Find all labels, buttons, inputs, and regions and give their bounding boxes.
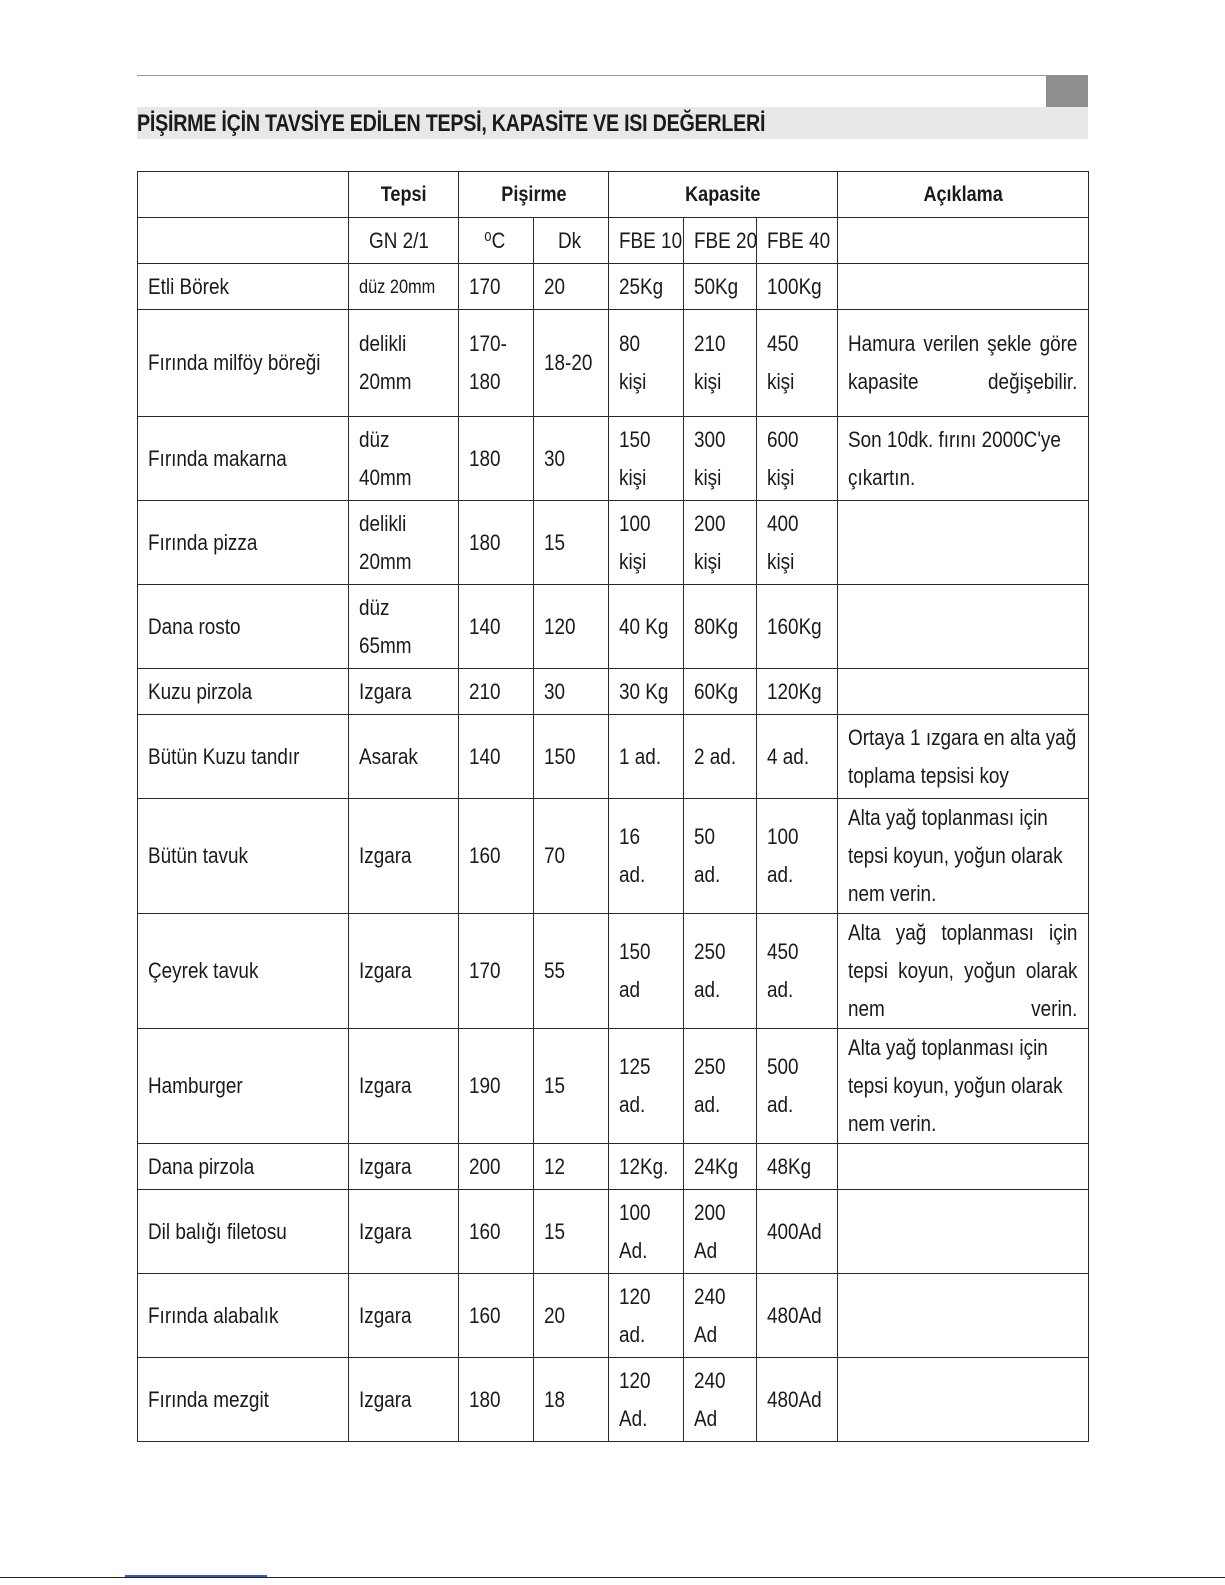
cell-capacity-fbe10: 100 Ad. bbox=[609, 1190, 684, 1274]
cell-temperature: 140 bbox=[459, 585, 534, 669]
cell-capacity-fbe10: 125 ad. bbox=[609, 1029, 684, 1144]
cell-duration: 12 bbox=[534, 1144, 609, 1190]
cell-capacity-fbe10: 16 ad. bbox=[609, 799, 684, 914]
cell-duration: 15 bbox=[534, 1029, 609, 1144]
cell-capacity-fbe10: 80 kişi bbox=[609, 310, 684, 417]
cell-temperature: 160 bbox=[459, 799, 534, 914]
cell-note bbox=[838, 1190, 1089, 1274]
cell-capacity-fbe40: 120Kg bbox=[757, 669, 838, 715]
cell-temperature: 210 bbox=[459, 669, 534, 715]
cell-temperature: 180 bbox=[459, 1358, 534, 1442]
cell-capacity-fbe20: 250 ad. bbox=[684, 1029, 757, 1144]
cell-capacity-fbe20: 300 kişi bbox=[684, 417, 757, 501]
cell-capacity-fbe10: 120 Ad. bbox=[609, 1358, 684, 1442]
cell-tray: düz 40mm bbox=[349, 417, 459, 501]
cell-tray: Izgara bbox=[349, 1358, 459, 1442]
top-rule bbox=[137, 75, 1088, 76]
cell-capacity-fbe20: 60Kg bbox=[684, 669, 757, 715]
cell-temperature: 190 bbox=[459, 1029, 534, 1144]
table-row bbox=[138, 501, 1089, 585]
cell-duration: 30 bbox=[534, 669, 609, 715]
cell-temperature: 180 bbox=[459, 501, 534, 585]
cell-capacity-fbe10: 120 ad. bbox=[609, 1274, 684, 1358]
cell-capacity-fbe40: 480Ad bbox=[757, 1274, 838, 1358]
cell-tray: delikli 20mm bbox=[349, 310, 459, 417]
cell-duration: 120 bbox=[534, 585, 609, 669]
cell-item-name: Çeyrek tavuk bbox=[138, 914, 349, 1029]
header-row-2 bbox=[138, 218, 1089, 264]
cell-duration: 55 bbox=[534, 914, 609, 1029]
cell-duration: 150 bbox=[534, 715, 609, 799]
page-title: PİŞİRME İÇİN TAVSİYE EDİLEN TEPSİ, KAPASİTE VE ISI DEĞERLERİ bbox=[137, 110, 766, 137]
cell-temperature: 170-180 bbox=[459, 310, 534, 417]
bottom-rule bbox=[0, 1577, 1225, 1578]
cell-note: Son 10dk. fırını 2000C'ye çıkartın. bbox=[838, 417, 1089, 501]
cell-capacity-fbe20: 250 ad. bbox=[684, 914, 757, 1029]
cell-duration: 20 bbox=[534, 264, 609, 310]
cell-capacity-fbe40: 500 ad. bbox=[757, 1029, 838, 1144]
cell-note bbox=[838, 1358, 1089, 1442]
cell-duration: 15 bbox=[534, 1190, 609, 1274]
cell-item-name: Fırında mezgit bbox=[138, 1358, 349, 1442]
cell-note bbox=[838, 585, 1089, 669]
cell-tray: Izgara bbox=[349, 914, 459, 1029]
table-row bbox=[138, 715, 1089, 799]
cell-capacity-fbe20: 2 ad. bbox=[684, 715, 757, 799]
cell-tray: Asarak bbox=[349, 715, 459, 799]
subheader-gn: GN 2/1 bbox=[349, 218, 459, 264]
header-aciklama: Açıklama bbox=[838, 172, 1089, 218]
cell-note: Alta yağ toplanması için tepsi koyun, yoğun olarak nem verin. bbox=[838, 914, 1089, 1029]
cell-duration: 20 bbox=[534, 1274, 609, 1358]
subheader-fbe20: FBE 20 bbox=[684, 218, 757, 264]
table-row bbox=[138, 799, 1089, 914]
header-kapasite: Kapasite bbox=[609, 172, 838, 218]
cell-capacity-fbe10: 1 ad. bbox=[609, 715, 684, 799]
cell-item-name: Etli Börek bbox=[138, 264, 349, 310]
cell-capacity-fbe40: 160Kg bbox=[757, 585, 838, 669]
cell-item-name: Fırında milföy böreği bbox=[138, 310, 349, 417]
header-tepsi: Tepsi bbox=[349, 172, 459, 218]
cell-temperature: 160 bbox=[459, 1190, 534, 1274]
cell-item-name: Dana rosto bbox=[138, 585, 349, 669]
cell-capacity-fbe20: 200 kişi bbox=[684, 501, 757, 585]
table-row bbox=[138, 1358, 1089, 1442]
cell-note bbox=[838, 1144, 1089, 1190]
cell-tray: Izgara bbox=[349, 669, 459, 715]
table-row bbox=[138, 417, 1089, 501]
cell-item-name: Fırında alabalık bbox=[138, 1274, 349, 1358]
cell-tray: Izgara bbox=[349, 1029, 459, 1144]
cell-temperature: 160 bbox=[459, 1274, 534, 1358]
cell-capacity-fbe20: 50Kg bbox=[684, 264, 757, 310]
cell-capacity-fbe20: 210 kişi bbox=[684, 310, 757, 417]
cell-capacity-fbe40: 48Kg bbox=[757, 1144, 838, 1190]
table-row bbox=[138, 669, 1089, 715]
cell-tray: Izgara bbox=[349, 1274, 459, 1358]
cell-item-name: Kuzu pirzola bbox=[138, 669, 349, 715]
cell-tray: Izgara bbox=[349, 1190, 459, 1274]
cell-capacity-fbe20: 200 Ad bbox=[684, 1190, 757, 1274]
cell-note bbox=[838, 501, 1089, 585]
cell-capacity-fbe40: 400 kişi bbox=[757, 501, 838, 585]
table-row bbox=[138, 585, 1089, 669]
cell-capacity-fbe20: 50 ad. bbox=[684, 799, 757, 914]
cell-note bbox=[838, 1274, 1089, 1358]
cell-tray: delikli 20mm bbox=[349, 501, 459, 585]
subheader-fbe40: FBE 40 bbox=[757, 218, 838, 264]
cell-tray: düz 20mm bbox=[349, 264, 459, 310]
header-pisirme: Pişirme bbox=[459, 172, 609, 218]
cell-duration: 70 bbox=[534, 799, 609, 914]
cell-note: Ortaya 1 ızgara en alta yağ toplama tepsisi koy bbox=[838, 715, 1089, 799]
cell-duration: 30 bbox=[534, 417, 609, 501]
subheader-aciklama-empty bbox=[838, 218, 1089, 264]
cell-capacity-fbe10: 12Kg. bbox=[609, 1144, 684, 1190]
cell-item-name: Bütün Kuzu tandır bbox=[138, 715, 349, 799]
cell-item-name: Bütün tavuk bbox=[138, 799, 349, 914]
cell-note: Hamura verilen şekle göre kapasite değişebilir. bbox=[838, 310, 1089, 417]
cell-capacity-fbe40: 600 kişi bbox=[757, 417, 838, 501]
cell-capacity-fbe40: 100Kg bbox=[757, 264, 838, 310]
table-row bbox=[138, 264, 1089, 310]
cell-tray: Izgara bbox=[349, 1144, 459, 1190]
cell-capacity-fbe40: 450 kişi bbox=[757, 310, 838, 417]
table-row bbox=[138, 1144, 1089, 1190]
cell-capacity-fbe40: 100 ad. bbox=[757, 799, 838, 914]
cell-capacity-fbe10: 40 Kg bbox=[609, 585, 684, 669]
cell-temperature: 170 bbox=[459, 914, 534, 1029]
cell-duration: 18-20 bbox=[534, 310, 609, 417]
subheader-fbe10: FBE 10 bbox=[609, 218, 684, 264]
cell-note: Alta yağ toplanması için tepsi koyun, yoğun olarak nem verin. bbox=[838, 1029, 1089, 1144]
header-row-1 bbox=[138, 172, 1089, 218]
cell-item-name: Fırında makarna bbox=[138, 417, 349, 501]
cell-item-name: Fırında pizza bbox=[138, 501, 349, 585]
cooking-table bbox=[137, 171, 1089, 1442]
cell-capacity-fbe20: 80Kg bbox=[684, 585, 757, 669]
cell-capacity-fbe10: 150 ad bbox=[609, 914, 684, 1029]
cell-capacity-fbe40: 400Ad bbox=[757, 1190, 838, 1274]
subheader-dk: Dk bbox=[534, 218, 609, 264]
cell-capacity-fbe40: 450 ad. bbox=[757, 914, 838, 1029]
cell-capacity-fbe10: 150 kişi bbox=[609, 417, 684, 501]
cell-item-name: Dana pirzola bbox=[138, 1144, 349, 1190]
table-row bbox=[138, 914, 1089, 1029]
cell-note bbox=[838, 264, 1089, 310]
cell-note: Alta yağ toplanması için tepsi koyun, yoğun olarak nem verin. bbox=[838, 799, 1089, 914]
cell-note bbox=[838, 669, 1089, 715]
cell-capacity-fbe20: 240 Ad bbox=[684, 1358, 757, 1442]
cell-capacity-fbe10: 30 Kg bbox=[609, 669, 684, 715]
subheader-empty bbox=[138, 218, 349, 264]
cell-tray: Izgara bbox=[349, 799, 459, 914]
cell-temperature: 180 bbox=[459, 417, 534, 501]
cell-duration: 15 bbox=[534, 501, 609, 585]
table-row bbox=[138, 310, 1089, 417]
cell-duration: 18 bbox=[534, 1358, 609, 1442]
cell-capacity-fbe40: 4 ad. bbox=[757, 715, 838, 799]
table-row bbox=[138, 1190, 1089, 1274]
subheader-celsius: ⁰C bbox=[459, 218, 534, 264]
header-empty bbox=[138, 172, 349, 218]
cell-capacity-fbe40: 480Ad bbox=[757, 1358, 838, 1442]
cell-capacity-fbe10: 100 kişi bbox=[609, 501, 684, 585]
bottom-link-underline bbox=[125, 1575, 267, 1577]
cell-capacity-fbe10: 25Kg bbox=[609, 264, 684, 310]
cell-temperature: 200 bbox=[459, 1144, 534, 1190]
table-row bbox=[138, 1029, 1089, 1144]
cell-temperature: 140 bbox=[459, 715, 534, 799]
cell-item-name: Dil balığı filetosu bbox=[138, 1190, 349, 1274]
table-row bbox=[138, 1274, 1089, 1358]
corner-tab bbox=[1046, 75, 1088, 107]
cell-capacity-fbe20: 24Kg bbox=[684, 1144, 757, 1190]
cell-temperature: 170 bbox=[459, 264, 534, 310]
cell-tray: düz 65mm bbox=[349, 585, 459, 669]
cell-item-name: Hamburger bbox=[138, 1029, 349, 1144]
cell-capacity-fbe20: 240 Ad bbox=[684, 1274, 757, 1358]
